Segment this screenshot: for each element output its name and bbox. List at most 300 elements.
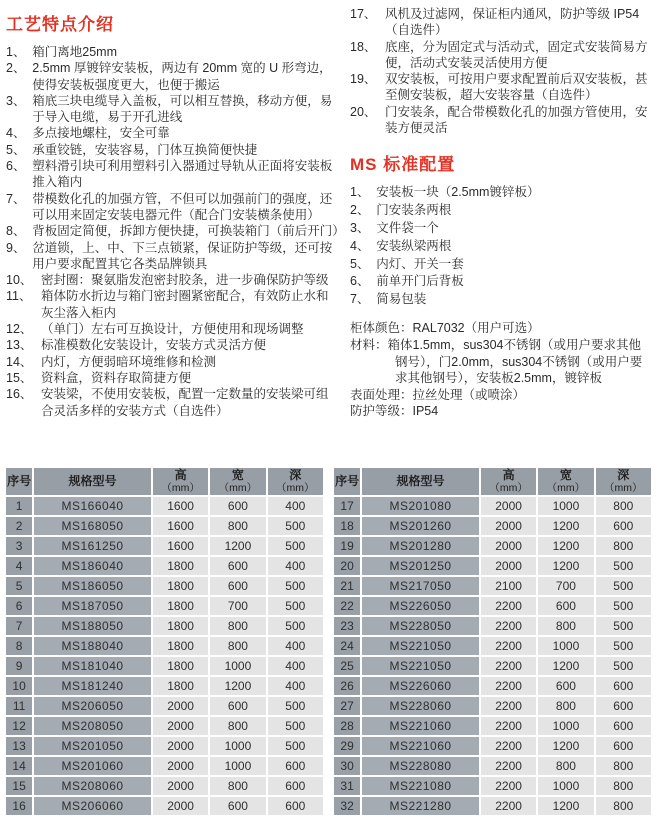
list-item-number: 4、 bbox=[6, 126, 26, 141]
list-item-number: 5、 bbox=[350, 256, 370, 271]
cell-dimension: 800 bbox=[538, 757, 593, 775]
list-item-number: 13、 bbox=[6, 338, 33, 353]
cell-dimension: 400 bbox=[268, 557, 323, 575]
list-item bbox=[6, 272, 340, 288]
table-row bbox=[334, 637, 651, 655]
table-row bbox=[334, 537, 651, 555]
cell-dimension: 700 bbox=[210, 597, 265, 615]
cell-model: MS217050 bbox=[362, 577, 479, 595]
cell-dimension: 500 bbox=[268, 697, 323, 715]
cell-dimension: 500 bbox=[596, 557, 651, 575]
list-item-text: 文件袋一个 bbox=[376, 220, 439, 235]
list-item bbox=[350, 291, 652, 307]
cell-dimension: 2200 bbox=[481, 777, 536, 795]
table-row bbox=[334, 777, 651, 795]
list-item bbox=[6, 354, 340, 370]
list-item bbox=[350, 220, 652, 236]
cell-dimension: 1600 bbox=[153, 537, 208, 555]
table-row bbox=[6, 497, 323, 515]
cell-seq: 27 bbox=[334, 697, 360, 715]
cell-dimension: 600 bbox=[268, 757, 323, 775]
cell-dimension: 600 bbox=[596, 677, 651, 695]
cell-dimension: 800 bbox=[538, 697, 593, 715]
cell-dimension: 800 bbox=[596, 757, 651, 775]
cell-dimension: 2200 bbox=[481, 657, 536, 675]
spec-tables bbox=[0, 466, 657, 817]
list-item-number: 16、 bbox=[6, 387, 33, 402]
cell-model: MS228060 bbox=[362, 697, 479, 715]
cell-model: MS208050 bbox=[34, 717, 151, 735]
cell-dimension: 2200 bbox=[481, 597, 536, 615]
right-column bbox=[350, 6, 652, 458]
list-item bbox=[6, 370, 340, 386]
table-row bbox=[6, 697, 323, 715]
table-row bbox=[6, 717, 323, 735]
list-item-text: 前单开门后背板 bbox=[376, 274, 464, 289]
cell-dimension: 600 bbox=[596, 717, 651, 735]
cell-seq: 1 bbox=[6, 497, 32, 515]
cell-dimension: 400 bbox=[268, 657, 323, 675]
cell-dimension: 600 bbox=[596, 737, 651, 755]
cell-seq: 2 bbox=[6, 517, 32, 535]
cell-model: MS166040 bbox=[34, 497, 151, 515]
list-item bbox=[350, 184, 652, 200]
craft-features-list-left bbox=[6, 44, 345, 419]
list-item-text: 资料盒，资料存取简捷方便 bbox=[41, 370, 192, 385]
cell-seq: 30 bbox=[334, 757, 360, 775]
list-item-number: 9、 bbox=[6, 240, 26, 255]
list-item-text: 门安装条两根 bbox=[376, 203, 452, 218]
list-item bbox=[6, 337, 340, 353]
cell-dimension: 800 bbox=[210, 617, 265, 635]
cell-seq: 25 bbox=[334, 657, 360, 675]
list-item-number: 2、 bbox=[350, 203, 370, 218]
list-item bbox=[6, 288, 340, 321]
list-item-number: 11、 bbox=[6, 289, 32, 304]
list-item-text: 承重铰链，安装容易，门体互换简便快捷 bbox=[32, 142, 258, 157]
list-item bbox=[350, 71, 652, 104]
cell-dimension: 1800 bbox=[153, 557, 208, 575]
cell-dimension: 800 bbox=[538, 617, 593, 635]
cell-dimension: 2200 bbox=[481, 717, 536, 735]
list-item-text: （单门）左右可互换设计，方便使用和现场调整 bbox=[41, 322, 304, 337]
list-item-number: 8、 bbox=[6, 224, 26, 239]
cell-dimension: 1800 bbox=[153, 657, 208, 675]
cell-dimension: 400 bbox=[268, 497, 323, 515]
cell-dimension: 1000 bbox=[210, 657, 265, 675]
cell-model: MS226060 bbox=[362, 677, 479, 695]
table-row bbox=[334, 697, 651, 715]
table-row bbox=[6, 557, 323, 575]
column-header: 序号 bbox=[334, 468, 360, 495]
spec-table-left bbox=[4, 466, 325, 817]
list-item-number: 10、 bbox=[6, 273, 33, 288]
cell-seq: 14 bbox=[6, 757, 32, 775]
cell-dimension: 600 bbox=[596, 517, 651, 535]
list-item-number: 18、 bbox=[350, 39, 377, 54]
spec-line: 柜体颜色：RAL7032（用户可选） bbox=[350, 321, 540, 336]
cell-dimension: 1000 bbox=[210, 737, 265, 755]
cell-seq: 8 bbox=[6, 637, 32, 655]
cell-model: MS186050 bbox=[34, 577, 151, 595]
cell-model: MS188050 bbox=[34, 617, 151, 635]
list-item-number: 5、 bbox=[6, 142, 26, 157]
cell-dimension: 800 bbox=[210, 777, 265, 795]
cell-dimension: 2200 bbox=[481, 677, 536, 695]
cell-model: MS226050 bbox=[362, 597, 479, 615]
list-item-text: 箱体防水折边与箱门密封圈紧密配合，有效防止水和灰尘落入柜内 bbox=[41, 289, 329, 320]
list-item-number: 15、 bbox=[6, 370, 33, 385]
list-item bbox=[6, 240, 340, 273]
cell-seq: 18 bbox=[334, 517, 360, 535]
list-item-text: 安装梁，不使用安装板，配置一定数量的安装梁可组合灵活多样的安装方式（自选件） bbox=[41, 387, 329, 418]
cell-seq: 5 bbox=[6, 577, 32, 595]
list-item-text: 安装纵梁两根 bbox=[376, 238, 452, 253]
cell-dimension: 2200 bbox=[481, 737, 536, 755]
cell-seq: 31 bbox=[334, 777, 360, 795]
list-item-text: 内灯、开关一套 bbox=[376, 256, 464, 271]
cell-dimension: 1000 bbox=[538, 717, 593, 735]
table-row bbox=[6, 637, 323, 655]
cell-seq: 29 bbox=[334, 737, 360, 755]
cell-model: MS201060 bbox=[34, 757, 151, 775]
cell-dimension: 2100 bbox=[481, 577, 536, 595]
table-row bbox=[6, 597, 323, 615]
cell-dimension: 600 bbox=[210, 697, 265, 715]
list-item-text: 标准模数化安装设计，安装方式灵活方便 bbox=[41, 338, 267, 353]
cell-dimension: 600 bbox=[268, 797, 323, 815]
cell-dimension: 2000 bbox=[153, 777, 208, 795]
table-row bbox=[6, 777, 323, 795]
cell-dimension: 2000 bbox=[481, 557, 536, 575]
cell-model: MS221080 bbox=[362, 777, 479, 795]
list-item-text: 双安装板，可按用户要求配置前后双安装板，甚至侧安装板，超大安装容量（自选件） bbox=[385, 72, 648, 103]
cell-model: MS221050 bbox=[362, 637, 479, 655]
cell-seq: 24 bbox=[334, 637, 360, 655]
cell-seq: 3 bbox=[6, 537, 32, 555]
list-item bbox=[350, 202, 652, 218]
cell-dimension: 1800 bbox=[153, 577, 208, 595]
table-row bbox=[6, 577, 323, 595]
cell-dimension: 1200 bbox=[538, 797, 593, 815]
list-item-number: 7、 bbox=[350, 292, 370, 307]
cell-dimension: 500 bbox=[268, 537, 323, 555]
table-row bbox=[334, 737, 651, 755]
cell-dimension: 1000 bbox=[538, 637, 593, 655]
cell-dimension: 2000 bbox=[153, 737, 208, 755]
cell-dimension: 800 bbox=[210, 717, 265, 735]
cell-dimension: 600 bbox=[538, 677, 593, 695]
cell-model: MS187050 bbox=[34, 597, 151, 615]
cell-seq: 9 bbox=[6, 657, 32, 675]
cell-dimension: 2000 bbox=[481, 537, 536, 555]
list-item-number: 14、 bbox=[6, 354, 33, 369]
column-header: 规格型号 bbox=[34, 468, 151, 495]
cell-dimension: 500 bbox=[596, 597, 651, 615]
list-item bbox=[350, 39, 652, 72]
cell-dimension: 1200 bbox=[538, 737, 593, 755]
table-row bbox=[6, 737, 323, 755]
cell-dimension: 800 bbox=[596, 797, 651, 815]
list-item-text: 箱门离地25mm bbox=[32, 45, 117, 59]
list-item-text: 安装板一块（2.5mm镀锌板） bbox=[376, 185, 540, 200]
list-item-number: 1、 bbox=[350, 185, 370, 200]
list-item bbox=[6, 44, 340, 60]
cell-dimension: 2200 bbox=[481, 637, 536, 655]
cell-dimension: 600 bbox=[596, 697, 651, 715]
cell-dimension: 2200 bbox=[481, 757, 536, 775]
cell-dimension: 1600 bbox=[153, 517, 208, 535]
cell-dimension: 1000 bbox=[538, 777, 593, 795]
list-item bbox=[350, 238, 652, 254]
spec-table-right bbox=[332, 466, 653, 817]
list-item bbox=[6, 321, 340, 337]
cell-model: MS208060 bbox=[34, 777, 151, 795]
cell-seq: 22 bbox=[334, 597, 360, 615]
cell-dimension: 400 bbox=[268, 677, 323, 695]
list-item bbox=[350, 273, 652, 289]
table-row bbox=[334, 797, 651, 815]
cell-dimension: 500 bbox=[268, 577, 323, 595]
cell-dimension: 600 bbox=[210, 557, 265, 575]
cell-model: MS228050 bbox=[362, 617, 479, 635]
cell-dimension: 1200 bbox=[210, 677, 265, 695]
cell-dimension: 2200 bbox=[481, 697, 536, 715]
craft-features-column bbox=[6, 6, 345, 458]
cell-model: MS168050 bbox=[34, 517, 151, 535]
cell-seq: 7 bbox=[6, 617, 32, 635]
cell-dimension: 1200 bbox=[538, 657, 593, 675]
cell-seq: 20 bbox=[334, 557, 360, 575]
cell-dimension: 500 bbox=[596, 577, 651, 595]
cell-dimension: 600 bbox=[210, 497, 265, 515]
list-item-text: 岔道锁，上、中、下三点锁紧，保证防护等级，还可按用户要求配置其它各类品牌锁具 bbox=[32, 240, 333, 271]
cell-dimension: 500 bbox=[596, 637, 651, 655]
cell-model: MS201280 bbox=[362, 537, 479, 555]
list-item bbox=[6, 158, 340, 191]
cell-seq: 11 bbox=[6, 697, 32, 715]
cell-model: MS181040 bbox=[34, 657, 151, 675]
table-row bbox=[334, 757, 651, 775]
cell-dimension: 800 bbox=[210, 637, 265, 655]
list-item bbox=[6, 93, 340, 126]
cell-dimension: 2200 bbox=[481, 617, 536, 635]
list-item-number: 4、 bbox=[350, 238, 370, 253]
list-item bbox=[350, 256, 652, 272]
column-header: 宽 （mm） bbox=[210, 468, 265, 495]
cell-model: MS201260 bbox=[362, 517, 479, 535]
cell-dimension: 1800 bbox=[153, 677, 208, 695]
cell-seq: 21 bbox=[334, 577, 360, 595]
table-row bbox=[6, 537, 323, 555]
cell-seq: 6 bbox=[6, 597, 32, 615]
cell-dimension: 2000 bbox=[153, 697, 208, 715]
list-item-number: 12、 bbox=[6, 322, 33, 337]
cell-model: MS188040 bbox=[34, 637, 151, 655]
cell-seq: 23 bbox=[334, 617, 360, 635]
column-header: 高 （mm） bbox=[481, 468, 536, 495]
spec-line: 表面处理：拉丝处理（或喷涂） bbox=[350, 387, 526, 402]
table-row bbox=[6, 757, 323, 775]
cell-dimension: 1800 bbox=[153, 637, 208, 655]
cell-dimension: 1200 bbox=[210, 537, 265, 555]
cell-dimension: 2000 bbox=[153, 717, 208, 735]
table-row bbox=[334, 617, 651, 635]
cell-model: MS201050 bbox=[34, 737, 151, 755]
cell-seq: 16 bbox=[6, 797, 32, 815]
list-item-text: 底座，分为固定式与活动式，固定式安装简易方便，活动式安装灵活使用方便 bbox=[385, 39, 648, 70]
cell-dimension: 2000 bbox=[153, 757, 208, 775]
cell-model: MS206050 bbox=[34, 697, 151, 715]
list-item-text: 塑料滑引块可利用塑料引入器通过导轨从正面将安装板推入箱内 bbox=[32, 159, 333, 190]
table-row bbox=[334, 597, 651, 615]
cell-model: MS161250 bbox=[34, 537, 151, 555]
cell-dimension: 500 bbox=[268, 737, 323, 755]
list-item-number: 2、 bbox=[6, 61, 26, 76]
list-item bbox=[6, 142, 340, 158]
cell-dimension: 600 bbox=[268, 777, 323, 795]
cell-dimension: 1200 bbox=[538, 557, 593, 575]
table-header-row bbox=[6, 468, 323, 495]
table-row bbox=[334, 497, 651, 515]
list-item-number: 6、 bbox=[6, 159, 26, 174]
list-item bbox=[6, 125, 340, 141]
craft-features-title: 工艺特点介绍 bbox=[6, 15, 114, 34]
cell-dimension: 800 bbox=[596, 777, 651, 795]
list-item bbox=[6, 386, 340, 419]
cell-dimension: 500 bbox=[268, 717, 323, 735]
list-item-text: 风机及过滤网，保证柜内通风，防护等级 IP54（自选件） bbox=[385, 7, 640, 38]
list-item bbox=[350, 104, 652, 137]
cell-model: MS221280 bbox=[362, 797, 479, 815]
cell-model: MS201250 bbox=[362, 557, 479, 575]
list-item-text: 密封圈：聚氨脂发泡密封胶条，进一步确保防护等级 bbox=[41, 273, 329, 288]
spec-line: 防护等级：IP54 bbox=[350, 404, 439, 419]
spec-block bbox=[350, 320, 652, 420]
cell-seq: 32 bbox=[334, 797, 360, 815]
cell-model: MS221060 bbox=[362, 717, 479, 735]
cell-dimension: 2000 bbox=[153, 797, 208, 815]
cell-dimension: 500 bbox=[268, 517, 323, 535]
cell-seq: 4 bbox=[6, 557, 32, 575]
cell-dimension: 600 bbox=[538, 597, 593, 615]
cell-dimension: 600 bbox=[210, 577, 265, 595]
cell-seq: 13 bbox=[6, 737, 32, 755]
column-header: 规格型号 bbox=[362, 468, 479, 495]
cell-seq: 26 bbox=[334, 677, 360, 695]
list-item-number: 7、 bbox=[6, 191, 26, 206]
table-row bbox=[6, 517, 323, 535]
list-item-number: 19、 bbox=[350, 72, 377, 87]
list-item-text: 背板固定简便，拆卸方便快捷，可换装箱门（前后开门） bbox=[32, 224, 345, 239]
cell-seq: 17 bbox=[334, 497, 360, 515]
cell-seq: 12 bbox=[6, 717, 32, 735]
list-item bbox=[6, 60, 340, 93]
list-item-text: 内灯，方便弱暗环境维修和检测 bbox=[41, 354, 217, 369]
cell-dimension: 800 bbox=[596, 497, 651, 515]
table-row bbox=[6, 677, 323, 695]
column-header: 序号 bbox=[6, 468, 32, 495]
list-item-number: 6、 bbox=[350, 274, 370, 289]
table-row bbox=[334, 557, 651, 575]
cell-dimension: 600 bbox=[210, 797, 265, 815]
craft-features-list-right bbox=[350, 6, 652, 136]
cell-dimension: 1800 bbox=[153, 617, 208, 635]
cell-dimension: 800 bbox=[210, 517, 265, 535]
table-row bbox=[334, 657, 651, 675]
table-row bbox=[334, 677, 651, 695]
list-item-text: 门安装条，配合带模数化孔的加强方管使用，安装方便灵活 bbox=[385, 104, 648, 136]
list-item bbox=[6, 191, 340, 224]
list-item-text: 箱底三块电缆导入盖板，可以相互替换，移动方便，易于导入电缆，易于开孔进线 bbox=[32, 93, 333, 125]
cell-model: MS206060 bbox=[34, 797, 151, 815]
table-row bbox=[6, 797, 323, 815]
cell-dimension: 2000 bbox=[481, 497, 536, 515]
cell-seq: 28 bbox=[334, 717, 360, 735]
table-row bbox=[6, 617, 323, 635]
spec-line: 材料：箱体1.5mm，sus304不锈钢（或用户要求其他钢号），门2.0mm，sus304不锈钢（或用户要求其他钢号），安装板2.5mm，镀锌板 bbox=[350, 338, 643, 386]
list-item-number: 20、 bbox=[350, 104, 377, 119]
cell-dimension: 2200 bbox=[481, 797, 536, 815]
cell-dimension: 800 bbox=[596, 537, 651, 555]
cell-dimension: 400 bbox=[268, 637, 323, 655]
list-item bbox=[6, 223, 345, 239]
list-item-number: 17、 bbox=[350, 7, 377, 21]
cell-model: MS221060 bbox=[362, 737, 479, 755]
list-item-text: 多点接地螺柱，安全可靠 bbox=[32, 126, 170, 141]
table-row bbox=[334, 717, 651, 735]
list-item-text: 带模数化孔的加强方管，不但可以加强前门的强度，还可以用来固定安装电器元件（配合门安装横条使用） bbox=[32, 191, 333, 222]
table-row bbox=[334, 517, 651, 535]
table-header-row bbox=[334, 468, 651, 495]
ms-config-title: MS 标准配置 bbox=[350, 155, 456, 175]
column-header: 宽 （mm） bbox=[538, 468, 593, 495]
cell-dimension: 2000 bbox=[481, 517, 536, 535]
cell-dimension: 1200 bbox=[538, 517, 593, 535]
column-header: 深 （mm） bbox=[596, 468, 651, 495]
cell-dimension: 1200 bbox=[538, 537, 593, 555]
list-item bbox=[350, 6, 652, 39]
cell-dimension: 500 bbox=[596, 617, 651, 635]
cell-model: MS201080 bbox=[362, 497, 479, 515]
cell-dimension: 500 bbox=[268, 617, 323, 635]
cell-model: MS221050 bbox=[362, 657, 479, 675]
table-row bbox=[334, 577, 651, 595]
cell-dimension: 500 bbox=[268, 597, 323, 615]
cell-dimension: 1800 bbox=[153, 597, 208, 615]
list-item-number: 3、 bbox=[6, 93, 26, 108]
cell-dimension: 700 bbox=[538, 577, 593, 595]
cell-seq: 19 bbox=[334, 537, 360, 555]
cell-seq: 15 bbox=[6, 777, 32, 795]
table-row bbox=[6, 657, 323, 675]
list-item-number: 3、 bbox=[350, 220, 370, 235]
list-item-text: 简易包装 bbox=[376, 292, 427, 307]
ms-config-list bbox=[350, 184, 652, 307]
list-item-text: 2.5mm 厚镀锌安装板，两边有 20mm 宽的 U 形弯边，使得安装板强度更大，也便于搬运 bbox=[32, 61, 332, 92]
cell-model: MS228080 bbox=[362, 757, 479, 775]
cell-model: MS186040 bbox=[34, 557, 151, 575]
cell-seq: 10 bbox=[6, 677, 32, 695]
cell-dimension: 1000 bbox=[210, 757, 265, 775]
cell-model: MS181240 bbox=[34, 677, 151, 695]
column-header: 深 （mm） bbox=[268, 468, 323, 495]
cell-dimension: 500 bbox=[596, 657, 651, 675]
column-header: 高 （mm） bbox=[153, 468, 208, 495]
cell-dimension: 1000 bbox=[538, 497, 593, 515]
cell-dimension: 1600 bbox=[153, 497, 208, 515]
list-item-number: 1、 bbox=[6, 45, 26, 59]
